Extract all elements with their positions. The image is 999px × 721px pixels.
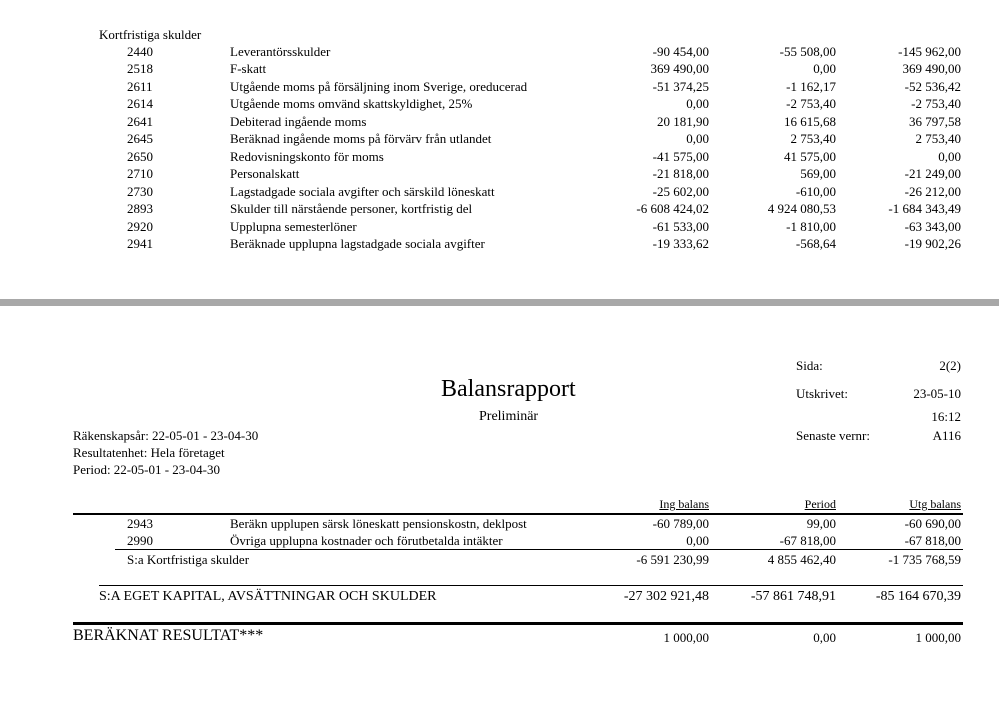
- printed-date: 23-05-10: [913, 386, 961, 401]
- ing-balans-value: 0,00: [686, 96, 709, 112]
- result-utg: 1 000,00: [915, 630, 961, 645]
- total-utg: -85 164 670,39: [875, 589, 961, 604]
- account-name: Övriga upplupna kostnader och förutbetalda intäkter: [230, 533, 503, 548]
- subtotal-rule: [115, 549, 963, 550]
- ing-balans-value: -60 789,00: [652, 516, 709, 531]
- period-value: 569,00: [800, 166, 836, 182]
- period-value: -568,64: [795, 235, 836, 251]
- period-value: 16 615,68: [784, 113, 836, 129]
- result-label: BERÄKNAT RESULTAT***: [73, 627, 264, 644]
- section-title: Kortfristiga skulder: [99, 27, 202, 42]
- account-name: Utgående moms på försäljning inom Sverige, oreducerad: [230, 78, 528, 94]
- utg-balans-value: 2 753,40: [915, 131, 961, 147]
- table-row: [0, 148, 999, 165]
- table-row: [0, 78, 999, 95]
- period-value: 2 753,40: [790, 131, 836, 147]
- total-period: -57 861 748,91: [750, 589, 836, 604]
- subtotal-label: S:a Kortfristiga skulder: [127, 552, 250, 567]
- account-name: Utgående moms omvänd skattskyldighet, 25%: [230, 96, 473, 112]
- account-number: 2943: [127, 516, 153, 531]
- total-label: S:A EGET KAPITAL, AVSÄTTNINGAR OCH SKULDER: [99, 589, 437, 604]
- table-row: [0, 130, 999, 147]
- account-name: Skulder till närstående personer, kortfristig del: [230, 201, 473, 217]
- account-name: Upplupna semesterlöner: [230, 218, 357, 234]
- utg-balans-value: -145 962,00: [898, 44, 961, 59]
- ing-balans-value: -41 575,00: [652, 148, 709, 164]
- page-number: 2(2): [939, 358, 961, 373]
- cut-off-previous-line: [0, 0, 999, 5]
- account-name: Beräknad ingående moms på förvärv från utlandet: [230, 131, 492, 147]
- ing-balans-value: -6 608 424,02: [636, 201, 709, 217]
- table-row: [0, 532, 999, 549]
- account-number: 2730: [127, 183, 153, 199]
- period-value: 0,00: [813, 61, 836, 77]
- account-number: 2990: [127, 533, 153, 548]
- account-name: Debiterad ingående moms: [230, 113, 367, 129]
- total-ing: -27 302 921,48: [623, 589, 709, 604]
- ing-balans-value: -19 333,62: [652, 235, 709, 251]
- period-value: -1 810,00: [786, 218, 836, 234]
- utg-balans-value: 36 797,58: [909, 113, 961, 129]
- account-number: 2645: [127, 131, 153, 147]
- col-header-utg-balans: Utg balans: [909, 497, 961, 511]
- period-value: 4 924 080,53: [767, 201, 836, 217]
- col-header-ing-balans: Ing balans: [659, 497, 709, 511]
- account-number: 2440: [127, 44, 153, 59]
- account-name: Beräknade upplupna lagstadgade sociala avgifter: [230, 235, 485, 251]
- total-rule: [99, 585, 963, 586]
- ing-balans-value: -21 818,00: [652, 166, 709, 182]
- period-value: -55 508,00: [779, 44, 836, 59]
- utg-balans-value: 369 490,00: [902, 61, 961, 77]
- result-row: [0, 627, 999, 644]
- report-title: Balansrapport: [441, 376, 576, 402]
- ing-balans-value: 369 490,00: [650, 61, 709, 77]
- utg-balans-value: -52 536,42: [904, 78, 961, 94]
- table-row: [0, 200, 999, 217]
- account-number: 2920: [127, 218, 153, 234]
- table-row: [0, 235, 999, 252]
- subtotal-period: 4 855 462,40: [767, 552, 836, 567]
- subtotal-row: [0, 551, 999, 568]
- table-row: [0, 165, 999, 182]
- utg-balans-value: -26 212,00: [904, 183, 961, 199]
- page-label: Sida:: [796, 358, 823, 373]
- total-row: [0, 588, 999, 605]
- last-voucher-label: Senaste vernr:: [796, 428, 871, 443]
- account-number: 2893: [127, 201, 153, 217]
- result-ing: 1 000,00: [663, 630, 709, 645]
- period-value: -67 818,00: [779, 533, 836, 548]
- account-name: Lagstadgade sociala avgifter och särskild löneskatt: [230, 183, 495, 199]
- ing-balans-value: -25 602,00: [652, 183, 709, 199]
- period-value: -610,00: [795, 183, 836, 199]
- report-period: Period: 22-05-01 - 23-04-30: [73, 462, 220, 477]
- ing-balans-value: -51 374,25: [652, 78, 709, 94]
- printed-label: Utskrivet:: [796, 386, 848, 401]
- printed-time: 16:12: [931, 409, 961, 424]
- account-number: 2641: [127, 113, 153, 129]
- col-header-period: Period: [804, 497, 836, 511]
- period-value: 41 575,00: [784, 148, 836, 164]
- account-number: 2941: [127, 235, 153, 251]
- table-row: [0, 218, 999, 235]
- account-number: 2614: [127, 96, 153, 112]
- utg-balans-value: -1 684 343,49: [888, 201, 961, 217]
- utg-balans-value: -67 818,00: [904, 533, 961, 548]
- period-value: -2 753,40: [786, 96, 836, 112]
- utg-balans-value: -21 249,00: [904, 166, 961, 182]
- utg-balans-value: -19 902,26: [904, 235, 961, 251]
- account-name: Redovisningskonto för moms: [230, 148, 384, 164]
- ing-balans-value: -90 454,00: [652, 44, 709, 59]
- utg-balans-value: 0,00: [938, 148, 961, 164]
- ing-balans-value: 0,00: [686, 533, 709, 548]
- account-number: 2518: [127, 61, 153, 77]
- account-number: 2650: [127, 148, 153, 164]
- result-unit: Resultatenhet: Hela företaget: [73, 445, 225, 460]
- result-rule: [73, 622, 963, 625]
- account-name: Personalskatt: [230, 166, 300, 182]
- account-name: Beräkn upplupen särsk löneskatt pensionskostn, deklpost: [230, 516, 527, 531]
- ing-balans-value: -61 533,00: [652, 218, 709, 234]
- table-row: [0, 95, 999, 112]
- ing-balans-value: 0,00: [686, 131, 709, 147]
- fiscal-year: Räkenskapsår: 22-05-01 - 23-04-30: [73, 428, 259, 443]
- ing-balans-value: 20 181,90: [657, 113, 709, 129]
- subtotal-ing: -6 591 230,99: [636, 552, 709, 567]
- page-separator: [0, 299, 999, 306]
- period-value: 99,00: [806, 516, 836, 531]
- utg-balans-value: -63 343,00: [904, 218, 961, 234]
- account-name: Leverantörsskulder: [230, 44, 331, 59]
- table-row: [0, 515, 999, 532]
- account-number: 2710: [127, 166, 153, 182]
- table-row: [0, 43, 999, 60]
- account-number: 2611: [127, 78, 153, 94]
- last-voucher-value: A116: [932, 428, 961, 443]
- subtotal-utg: -1 735 768,59: [888, 552, 961, 567]
- report-subtitle: Preliminär: [479, 409, 539, 424]
- table-row: [0, 60, 999, 77]
- table-row: [0, 183, 999, 200]
- account-name: F-skatt: [230, 61, 267, 77]
- table-row: [0, 113, 999, 130]
- utg-balans-value: -2 753,40: [911, 96, 961, 112]
- utg-balans-value: -60 690,00: [904, 516, 961, 531]
- result-period: 0,00: [813, 630, 836, 645]
- period-value: -1 162,17: [786, 78, 836, 94]
